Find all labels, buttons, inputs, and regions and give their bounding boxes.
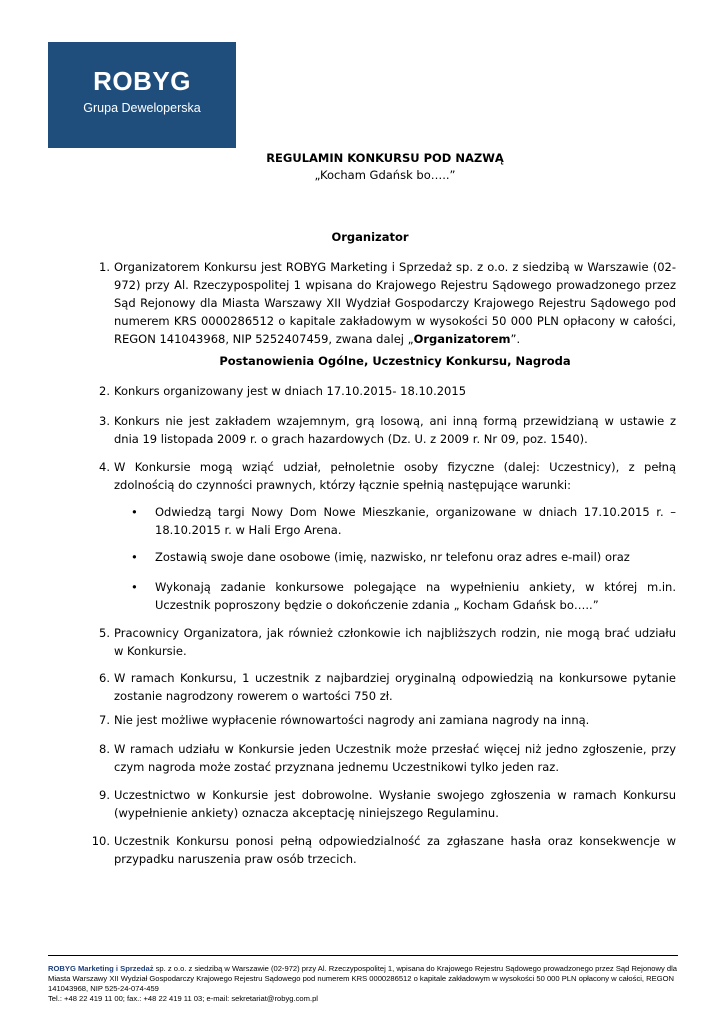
bullet-marker: •: [131, 580, 138, 594]
section-heading-general: Postanowienia Ogólne, Uczestnicy Konkursu, Nagroda: [219, 354, 571, 368]
list-item: W ramach Konkursu, 1 uczestnik z najbardziej oryginalną odpowiedzią na konkursowe pytanie zostanie nagrodzony rowerem o wartości 750 zł.: [114, 671, 676, 703]
item-number: 7.: [99, 713, 110, 727]
list-item: Konkurs nie jest zakładem wzajemnym, grą losową, ani inną formą przewidzianą w ustawie z dnia 19 listopada 2009 r. o grach hazardowych (Dz. U. z 2009 r. Nr 09, poz. 1540).: [114, 414, 676, 446]
company-logo: [48, 42, 236, 148]
list-item: W Konkursie mogą wziąć udział, pełnoletnie osoby fizyczne (dalej: Uczestnicy), z pełną zdolnością do czynności prawnych, którzy łącznie spełnią następujące warunki:: [114, 460, 676, 492]
list-item: [114, 258, 676, 348]
list-item: Konkurs organizowany jest w dniach 17.10.2015- 18.10.2015: [114, 384, 467, 398]
item-text: Organizatorem Konkursu jest ROBYG Marketing i Sprzedaż sp. z o.o. z siedzibą w Warszawie (02-972) przy Al. Rzeczypospolitej 1 wpisana do Krajowego Rejestru Sądowego prowadzonego przez Sąd Rejonowy dla Miasta Warszawy XII Wydział Gospodarczy Krajowego Rejestru Sądowego pod numerem KRS 0000286512 o kapitale zakładowym w wysokości 50 000 PLN opłacony w całości, REGON 141043968, NIP 5252407459, zwana dalej „: [114, 260, 676, 346]
bullet-item: Odwiedzą targi Nowy Dom Nowe Mieszkanie, organizowane w dniach 17.10.2015 r. – 18.10.2015 r. w Hali Ergo Arena.: [155, 505, 676, 537]
bullet-marker: •: [131, 505, 138, 519]
list-item: Nie jest możliwe wypłacenie równowartości nagrody ani zamiana nagrody na inną.: [114, 713, 590, 727]
footer-company-info: [48, 964, 680, 994]
bullet-marker: •: [131, 550, 138, 564]
item-number: 5.: [99, 626, 110, 640]
bullet-item: Zostawią swoje dane osobowe (imię, nazwisko, nr telefonu oraz adres e-mail) oraz: [155, 550, 630, 564]
section-heading-organizer: Organizator: [331, 230, 409, 244]
list-item: Uczestnik Konkursu ponosi pełną odpowiedzialność za zgłaszane hasła oraz konsekwencje w przypadku naruszenia praw osób trzecich.: [114, 834, 676, 866]
item-number: 10.: [91, 834, 110, 848]
item-number: 2.: [99, 384, 110, 398]
item-number: 3.: [99, 414, 110, 428]
item-number: 4.: [99, 460, 110, 474]
footer-contact: Tel.: +48 22 419 11 00; fax.: +48 22 419 11 03; e-mail: sekretariat@robyg.com.pl: [48, 994, 318, 1003]
list-item: Pracownicy Organizatora, jak również członkowie ich najbliższych rodzin, nie mogą brać udziału w Konkursie.: [114, 626, 676, 658]
footer-company-name: ROBYG Marketing i Sprzedaż: [48, 964, 154, 973]
list-item: W ramach udziału w Konkursie jeden Uczestnik może przesłać więcej niż jedno zgłoszenie, przy czym nagroda może zostać przyznana jednemu Uczestnikowi tylko jeden raz.: [114, 742, 676, 774]
item-number: 1.: [99, 260, 110, 274]
logo-brand: ROBYG: [93, 66, 191, 96]
bullet-item: Wykonają zadanie konkursowe polegające na wypełnieniu ankiety, w której m.in. Uczestnik poproszony będzie o dokończenie zdania „ Kocham Gdańsk bo…..”: [155, 580, 676, 612]
logo-subtitle: Grupa Deweloperska: [83, 101, 201, 115]
item-number: 8.: [99, 742, 110, 756]
list-item: Uczestnictwo w Konkursie jest dobrowolne. Wysłanie swojego zgłoszenia w ramach Konkursu (wypełnienie ankiety) oznacza akceptację niniejszego Regulaminu.: [114, 788, 676, 820]
document-title: REGULAMIN KONKURSU POD NAZWĄ: [266, 151, 504, 165]
item-number: 9.: [99, 788, 110, 802]
page-footer: [48, 964, 680, 1004]
item-text-bold: Organizatorem: [413, 332, 511, 346]
document-subtitle: „Kocham Gdańsk bo…..”: [314, 168, 456, 182]
item-number: 6.: [99, 671, 110, 685]
footer-divider: [48, 955, 678, 956]
item-text-end: ”.: [510, 332, 521, 346]
footer-registration: sp. z o.o. z siedzibą w Warszawie (02-972) przy Al. Rzeczypospolitej 1, wpisana do Krajowego Rejestru Sądowego prowadzonego przez Sąd Rejonowy dla Miasta Warszawy XII Wydział Gospodarczy Krajowego Rejestru Sądowego pod numerem KRS 0000286512 o kapitale zakładowym w wysokości 50 000 PLN opłacony w całości, REGON 141043968, NIP 525-24-074-459: [48, 964, 678, 993]
